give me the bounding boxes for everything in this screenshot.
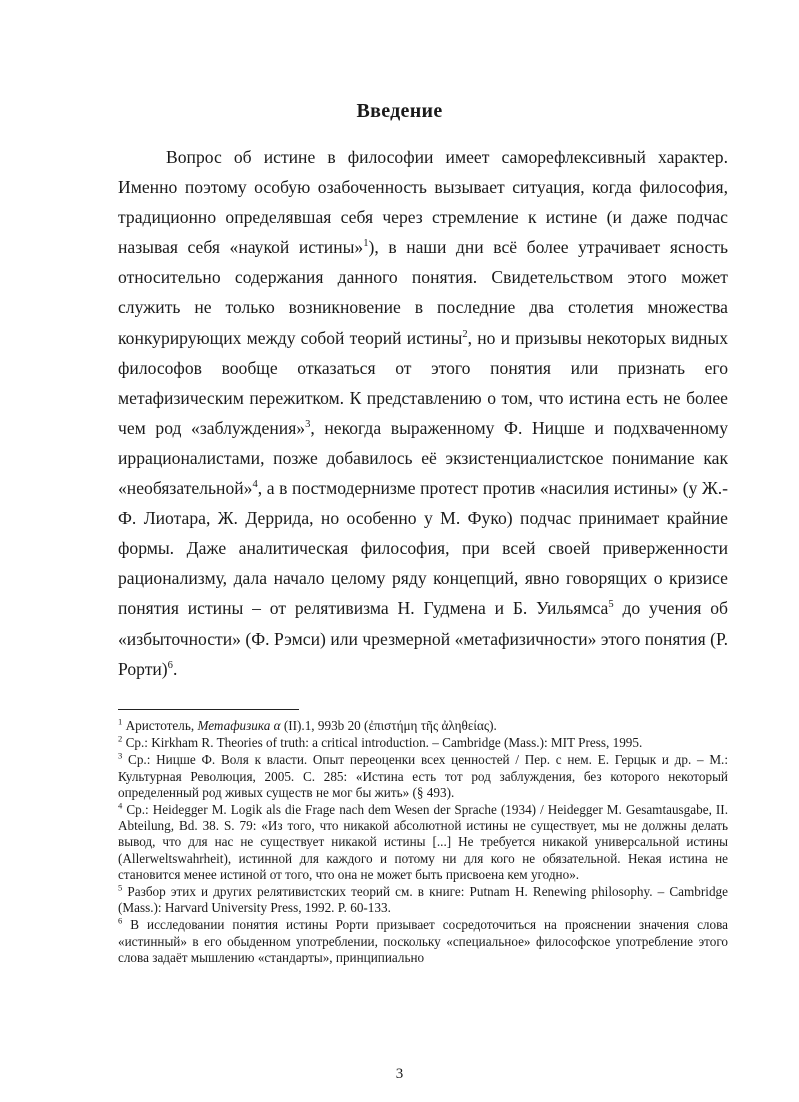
- footnote-italic: Метафизика α: [197, 718, 281, 733]
- footnote-1: [118, 718, 728, 734]
- footnote-number: 2: [118, 733, 123, 744]
- footnote-6: [118, 917, 728, 966]
- footnote-text: Ср.: Heidegger M. Logik als die Frage nach dem Wesen der Sprache (1934) / Heidegger M. Gesamtausgabe, II. Abteilung, Bd. 38. S. 79: «Из того, что никакой абсолютной истины не существует, мы не должны делать вывод, что для нас не существует никакой истины [...] Не требуется никакой универсальной истины (Allerweltswahrheit), истинной для каждого и потому ни для кого не обязательной. Некая истина не становится менее истиной от того, что она не может быть присвоена кем угодно».: [118, 802, 728, 882]
- footnote-text: Ср.: Ницше Ф. Воля к власти. Опыт переоценки всех ценностей / Пер. с нем. Е. Герцык и др. – М.: Культурная Революция, 2005. С. 285: «Истина есть тот род заблуждения, без которого некоторый определенный род живых существ не мог бы жить» (§ 493).: [118, 752, 729, 800]
- footnote-number: 3: [118, 751, 123, 762]
- footnote-5: [118, 884, 728, 916]
- footnote-ref-1[interactable]: 1: [363, 238, 369, 250]
- paragraph-segment: , а в постмодернизме протест против «насилия истины» (у Ж.-Ф. Лиотара, Ж. Деррида, но особенно у М. Фуко) подчас принимает крайние формы. Даже аналитическая философия, при всей своей приверженности рационализму, дала начало целому ряду концепций, явно говорящих о кризисе понятия истины – от релятивизма Н. Гудмена и Б. Уильямса: [118, 478, 728, 619]
- footnote-ref-5[interactable]: 5: [608, 599, 614, 611]
- footnote-number: 1: [118, 716, 123, 727]
- intro-paragraph: [118, 142, 728, 684]
- footnote-number: 5: [118, 882, 123, 893]
- footnote-text: (II).1, 993b 20 (ἐπιστήμη τῆς ἀληθείας).: [280, 718, 497, 733]
- paragraph-segment: , некогда выраженному Ф. Ницше и подхваченному иррационалистами, позже добавилось её экзистенциалистское понимание как «необязательной»: [118, 417, 728, 499]
- footnote-4: [118, 802, 728, 883]
- footnote-divider: [118, 709, 299, 710]
- footnote-ref-2[interactable]: 2: [462, 328, 468, 340]
- footnote-ref-6[interactable]: 6: [167, 659, 173, 671]
- footnote-2: [118, 735, 728, 751]
- footnote-ref-3[interactable]: 3: [305, 418, 311, 430]
- footnote-number: 4: [118, 800, 123, 811]
- footnote-text: Ср.: Kirkham R. Theories of truth: a critical introduction. – Cambridge (Mass.): MIT Press, 1995.: [125, 735, 643, 751]
- footnote-number: 6: [118, 916, 123, 927]
- footnote-ref-4[interactable]: 4: [252, 479, 258, 491]
- paragraph-segment: , но и призывы некоторых видных философов вообще отказаться от этого понятия или признать его метафизическим пережитком. К представлению о том, что истина есть не более чем род «заблуждения»: [118, 327, 728, 438]
- page-number: 3: [395, 1066, 404, 1082]
- paragraph-segment: Вопрос об истине в философии имеет саморефлексивный характер. Именно поэтому особую озабоченность вызывает ситуация, когда философия, традиционно определявшая себя через стремление к истине (и даже подчас называя себя «наукой истины»: [118, 147, 728, 258]
- page-title: Введение: [356, 100, 443, 122]
- footnote-3: [118, 752, 728, 801]
- body-text: [118, 142, 728, 684]
- paragraph-segment: до учения об «избыточности» (Ф. Рэмси) или чрезмерной «метафизичности» этого понятия (Р. Рорти): [118, 598, 728, 679]
- footnote-text: В исследовании понятия истины Рорти призывает сосредоточиться на прояснении значения слова «истинный» в его обыденном употреблении, поскольку «специальное» философское употребление этого слова задаёт мышлению «стандарты», принципиально: [118, 917, 729, 965]
- paragraph-segment: ), в наши дни всё более утрачивает ясность относительно содержания данного понятия. Свидетельством этого может служить не только возникновение в последние два столетия множества конкурирующих между собой теорий истины: [118, 237, 728, 348]
- footnotes: [118, 718, 728, 967]
- paragraph-segment: .: [172, 658, 178, 679]
- footnote-text: Разбор этих и других релятивистских теорий см. в книге: Putnam H. Renewing philosophy. – Cambridge (Mass.): Harvard University Press, 1992. P. 60-133.: [118, 884, 728, 916]
- footnote-text: Аристотель,: [125, 718, 198, 733]
